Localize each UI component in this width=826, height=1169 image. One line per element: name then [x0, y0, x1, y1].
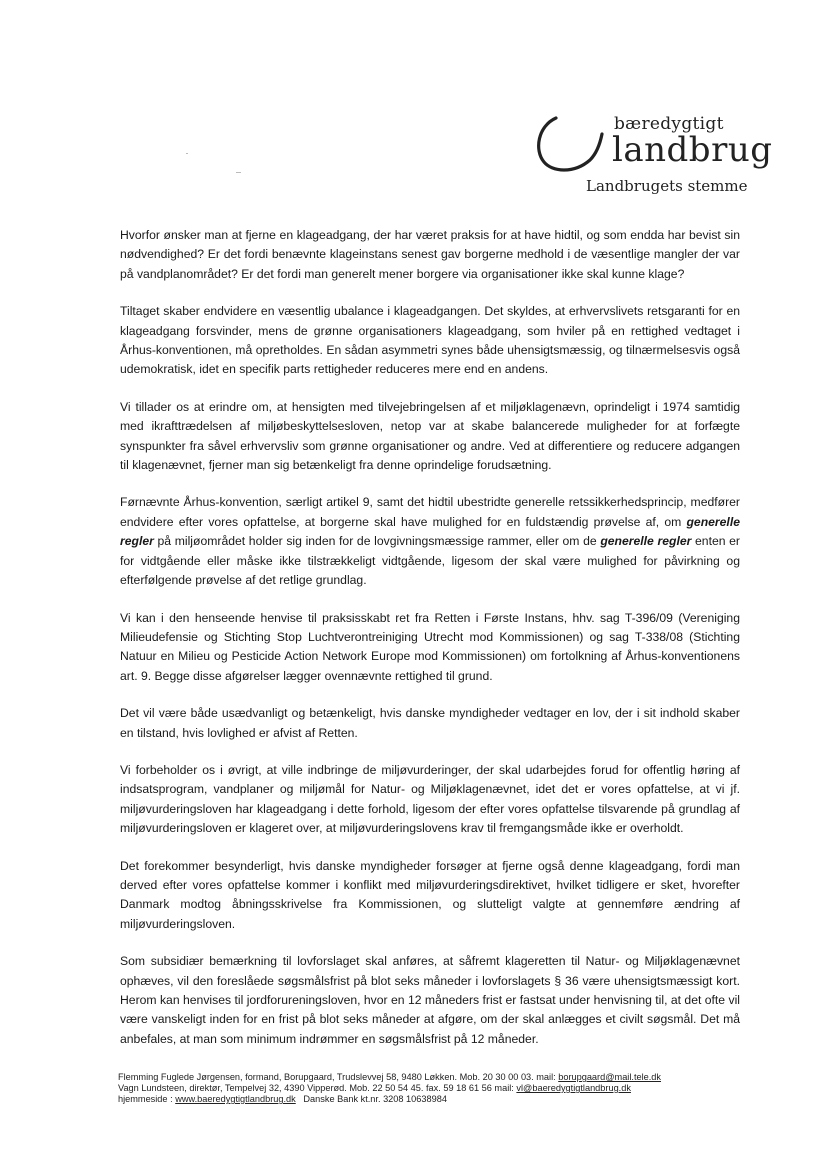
paragraph: Vi forbeholder os i øvrigt, at ville indbringe de miljøvurderinger, der skal udarbejdes forud for offentlig høring af indsatsprogram, vandplaner og miljømål for Natur- og Miljøklagenævnet, idet det er vores opfattelse, at vi jf. miljøvurderingsloven har klageadgang i dette forhold, ligesom der efter vores opfattelse tilsvarende på grundlag af miljøvurderingsloven er klageret over, at miljøvurderingslovens krav til fremgangsmåde ikke er overholdt.: [120, 762, 740, 836]
logo-big-text: landbrug: [612, 130, 773, 170]
paragraph-text: enten er for vidtgående eller måske ikke tilstrækkeligt vidtgående, ligesom der skal være mulighed for påvirkning og efterfølgende prøvelse af det retlige grundlag.: [120, 534, 740, 588]
footer: [118, 1072, 738, 1105]
logo: [530, 112, 773, 202]
email-link[interactable]: borupgaard@mail.tele.dk: [558, 1072, 662, 1082]
email-link[interactable]: vl@baeredygtigtlandbrug.dk: [516, 1083, 631, 1093]
footer-text: Flemming Fuglede Jørgensen, formand, Borupgaard, Trudslevvej 58, 9480 Løkken. Mob. 20 30 00 03. mail:: [118, 1072, 559, 1082]
paragraph: Hvorfor ønsker man at fjerne en klageadgang, der har været praksis for at have hidtil, og som endda har bevist sin nødvendighed? Er det fordi benævnte klageinstans senest gav borgerne medhold i de væsentlige mangler der var på vandplanområdet? Er det fordi man generelt mener borgere via organisationer ikke skal kunne klage?: [120, 228, 740, 281]
paragraph: Som subsidiær bemærkning til lovforslaget skal anføres, at såfremt klageretten til Natur- og Miljøklagenævnet ophæves, vil den foreslåede søgsmålsfrist på blot seks måneder i lovforslagets § 36 være uhensigtsmæssigt kort. Herom kan henvises til jordforureningsloven, hvor en 12 måneders frist er fastsat under henvisning til, at det ofte vil være vanskeligt inden for en frist på blot seks måneder at afgøre, om der skal anlægges et civilt søgsmål. Det må anbefales, at man som minimum indrømmer en søgsmålsfrist på 12 måneder.: [120, 954, 740, 1046]
website-link[interactable]: www.baeredygtigtlandbrug.dk: [175, 1094, 296, 1104]
letter-body: [120, 226, 740, 1067]
paragraph: Det forekommer besynderligt, hvis danske myndigheder forsøger at fjerne også denne klageadgang, fordi man derved efter vores opfattelse kommer i konflikt med miljøvurderingsdirektivet, hvilket tidligere er sket, hvorefter Danmark modtog åbningsskrivelse fra Kommissionen, og slutteligt valgte at gennemføre ændring af miljøvurderingsloven.: [120, 858, 740, 931]
emphasis-text: generelle regler: [600, 534, 692, 549]
scan-speck: [236, 172, 241, 173]
bank-account-text: Danske Bank kt.nr. 3208 10638984: [295, 1094, 447, 1104]
logo-tagline: Landbrugets stemme: [586, 177, 748, 195]
footer-line-website: [118, 1094, 738, 1105]
paragraph: Vi kan i den henseende henvise til praksisskabt ret fra Retten i Første Instans, hhv. sag T-396/09 (Vereniging Milieudefensie og Stichting Stop Luchtverontreiniging Utrecht mod Kommissionen) og sag T-338/08 (Stichting Natuur en Milieu og Pesticide Action Network Europe mod Kommissionen) om fortolkning af Århus-konventionens art. 9. Begge disse afgørelser lægger ovennævnte rettighed til grund.: [120, 610, 740, 683]
emphasis-text: generelle regler: [120, 514, 740, 549]
footer-text: hjemmeside :: [118, 1094, 176, 1104]
scan-speck: [186, 153, 188, 154]
logo-small-text: bæredygtigt: [614, 114, 724, 134]
footer-text: Vagn Lundsteen, direktør, Tempelvej 32, 4390 Vipperød. Mob. 22 50 54 45. fax. 59 18 61 56 mail:: [118, 1083, 517, 1093]
paragraph-aarhus: [120, 493, 740, 590]
paragraph: Vi tillader os at erindre om, at hensigten med tilvejebringelsen af et miljøklagenævn, oprindeligt i 1974 samtidig med ikrafttrædelsen af miljøbeskyttelsesloven, netop var at skabe balancerede muligheder for at forfægte synspunkter fra såvel erhvervsliv som grønne organisationer og andre. Ved at differentiere og reducere adgangen til klagenævnet, fjerner man sig betænkeligt fra denne oprindelige forudsætning.: [120, 399, 740, 473]
logo-swoosh-icon: [530, 116, 610, 176]
paragraph-text: på miljøområdet holder sig inden for de lovgivningsmæssige rammer, eller om de: [153, 534, 601, 549]
footer-line-director: [118, 1083, 738, 1094]
paragraph-text: Førnævnte Århus-konvention, særligt artikel 9, samt det hidtil ubestridte generelle retssikkerhedsprincip, medfører endvidere efter vores opfattelse, at borgerne skal have mulighed for en fuldstændig prøvelse af, om: [120, 495, 740, 529]
paragraph: Det vil være både usædvanligt og betænkeligt, hvis danske myndigheder vedtager en lov, der i sit indhold skaber en tilstand, hvis lovlighed er afvist af Retten.: [120, 706, 740, 740]
paragraph: Tiltaget skaber endvidere en væsentlig ubalance i klageadgangen. Det skyldes, at erhvervslivets retsgaranti for en klageadgang forsvinder, mens de grønne organisationers klageadgang, som hviler på en rettighed vedtaget i Århus-konventionen, må opretholdes. En sådan asymmetri synes både uhensigtsmæssig, og tilnærmelsesvis også udemokratisk, idet en specifik parts rettigheder reduceres mere end en andens.: [120, 304, 740, 377]
footer-line-chairman: [118, 1072, 738, 1083]
